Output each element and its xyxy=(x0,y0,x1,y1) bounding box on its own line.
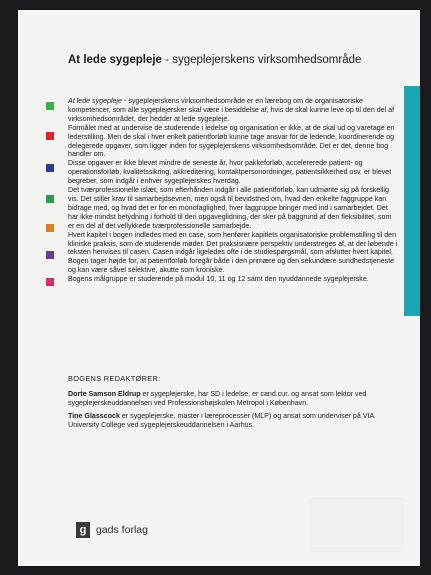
color-swatch-purple xyxy=(46,251,54,259)
blurb-lead: At lede sygepleje xyxy=(68,97,123,105)
blurb-paragraph-3: Disse opgaver er ikke blevet mindre de seneste år, hvor pakkeforløb, accelererede patient- og operationsforløb, kvalitetssikring, akkreditering, kontaktpersonordninger, patientsikkerhed osv. er blevet begreber, som indgår i enhver sygeplejerskes hverdag. xyxy=(68,159,392,186)
barcode-sticker xyxy=(310,498,404,552)
blurb-text xyxy=(68,97,398,284)
editor-bio: er sygeplejerske, har SD i ledelse, er cand.cur. og ansat som lektor ved sygeplejerskeuddannelsen ved Professionshøjskolen Metropol i København. xyxy=(68,390,367,407)
editor-bio: er sygeplejerske, master i læreprocesser (MLP) og ansat som underviser på VIA University College ved sygeplejerskeuddannelsen i Aarhus. xyxy=(68,412,374,429)
color-swatch-darkgreen xyxy=(46,195,54,203)
blurb-paragraph-2: Formålet med at undervise de studerende i ledelse og organisation er ikke, at de skal ud og varetage en lederstilling. Men de skal i hver enkelt patientforløb kunne tage ansvar for de ledende, koordinerende og delegerede opgaver, som ligger inden for sygeplejerskens virksomhedsområde. Det er det, denne bog handler om. xyxy=(68,123,395,159)
accent-bar xyxy=(404,86,420,316)
book-back-cover xyxy=(18,10,420,566)
title-bold: At lede sygepleje xyxy=(68,54,162,66)
editor-entry-1 xyxy=(68,390,398,408)
editor-name: Tine Glasscock xyxy=(68,412,120,420)
color-swatch-magenta xyxy=(46,278,54,286)
blurb-paragraph-7: Bogens målgruppe er studerende på modul 10, 11 og 12 samt den nyuddannede sygeplejerske. xyxy=(68,275,369,284)
blurb-paragraph-5: Hvert kapitel i bogen indledes med en case, som henfører kapitlets organisatoriske problemstilling til den kliniske praksis, som de studerende møder. Det praksisnære perspektiv understreges af, at der løbende i teksten henvises til casen. Casen indgår ligeledes ofte i de studiespørgsmål, som afslutter hvert kapitel. xyxy=(68,230,398,257)
book-title xyxy=(68,54,361,66)
color-swatch-red xyxy=(46,132,54,140)
editor-entry-2 xyxy=(68,412,398,430)
color-swatch-blue xyxy=(46,164,54,172)
color-swatch-orange xyxy=(46,224,54,232)
publisher-logo-icon: g xyxy=(76,522,90,538)
editors-heading: BOGENS REDAKTØRER: xyxy=(68,374,161,383)
title-rest: - sygeplejerskens virksomhedsområde xyxy=(161,54,362,66)
publisher-name: gads forlag xyxy=(96,524,148,536)
blurb-paragraph-4: Det tværprofessionelle islæt, som efterhånden indgår i alle patientforløb, kan udmønte sig på forskellig vis. Det stiller krav til samarbejdsevnen, men også til bevidsthed om, hvad den enkelte faggruppe kan bidrage med, og hvad det er for en monofaglighed, hver faggruppe bringer med ind i samarbejdet. Det har ikke mindst betydning i forhold til den opgaveglidning, der sker på baggrund af den fleksibilitet, som er en del af det vellykkede tværprofessionelle samarbejde. xyxy=(68,186,392,230)
blurb-paragraph-1: At lede sygepleje - sygeplejerskens virksomhedsområde er en lærebog om de organisatoriske kompetencer, som alle sygeplejersker skal være i besiddelse af, hvis de skal kunne leve op til den del af virksomhedsområdet, der hedder at lede sygepleje. xyxy=(68,97,395,123)
publisher-logo xyxy=(76,522,148,538)
editor-name: Dorte Samson Eldrup xyxy=(68,390,141,398)
color-swatch-green xyxy=(46,102,54,110)
blurb-paragraph-6: Bogen tager højde for, at patientforløb foregår både i den primære og den sekundære sundhedstjeneste og kan være såvel selektive, akutte som kroniske. xyxy=(68,257,395,275)
